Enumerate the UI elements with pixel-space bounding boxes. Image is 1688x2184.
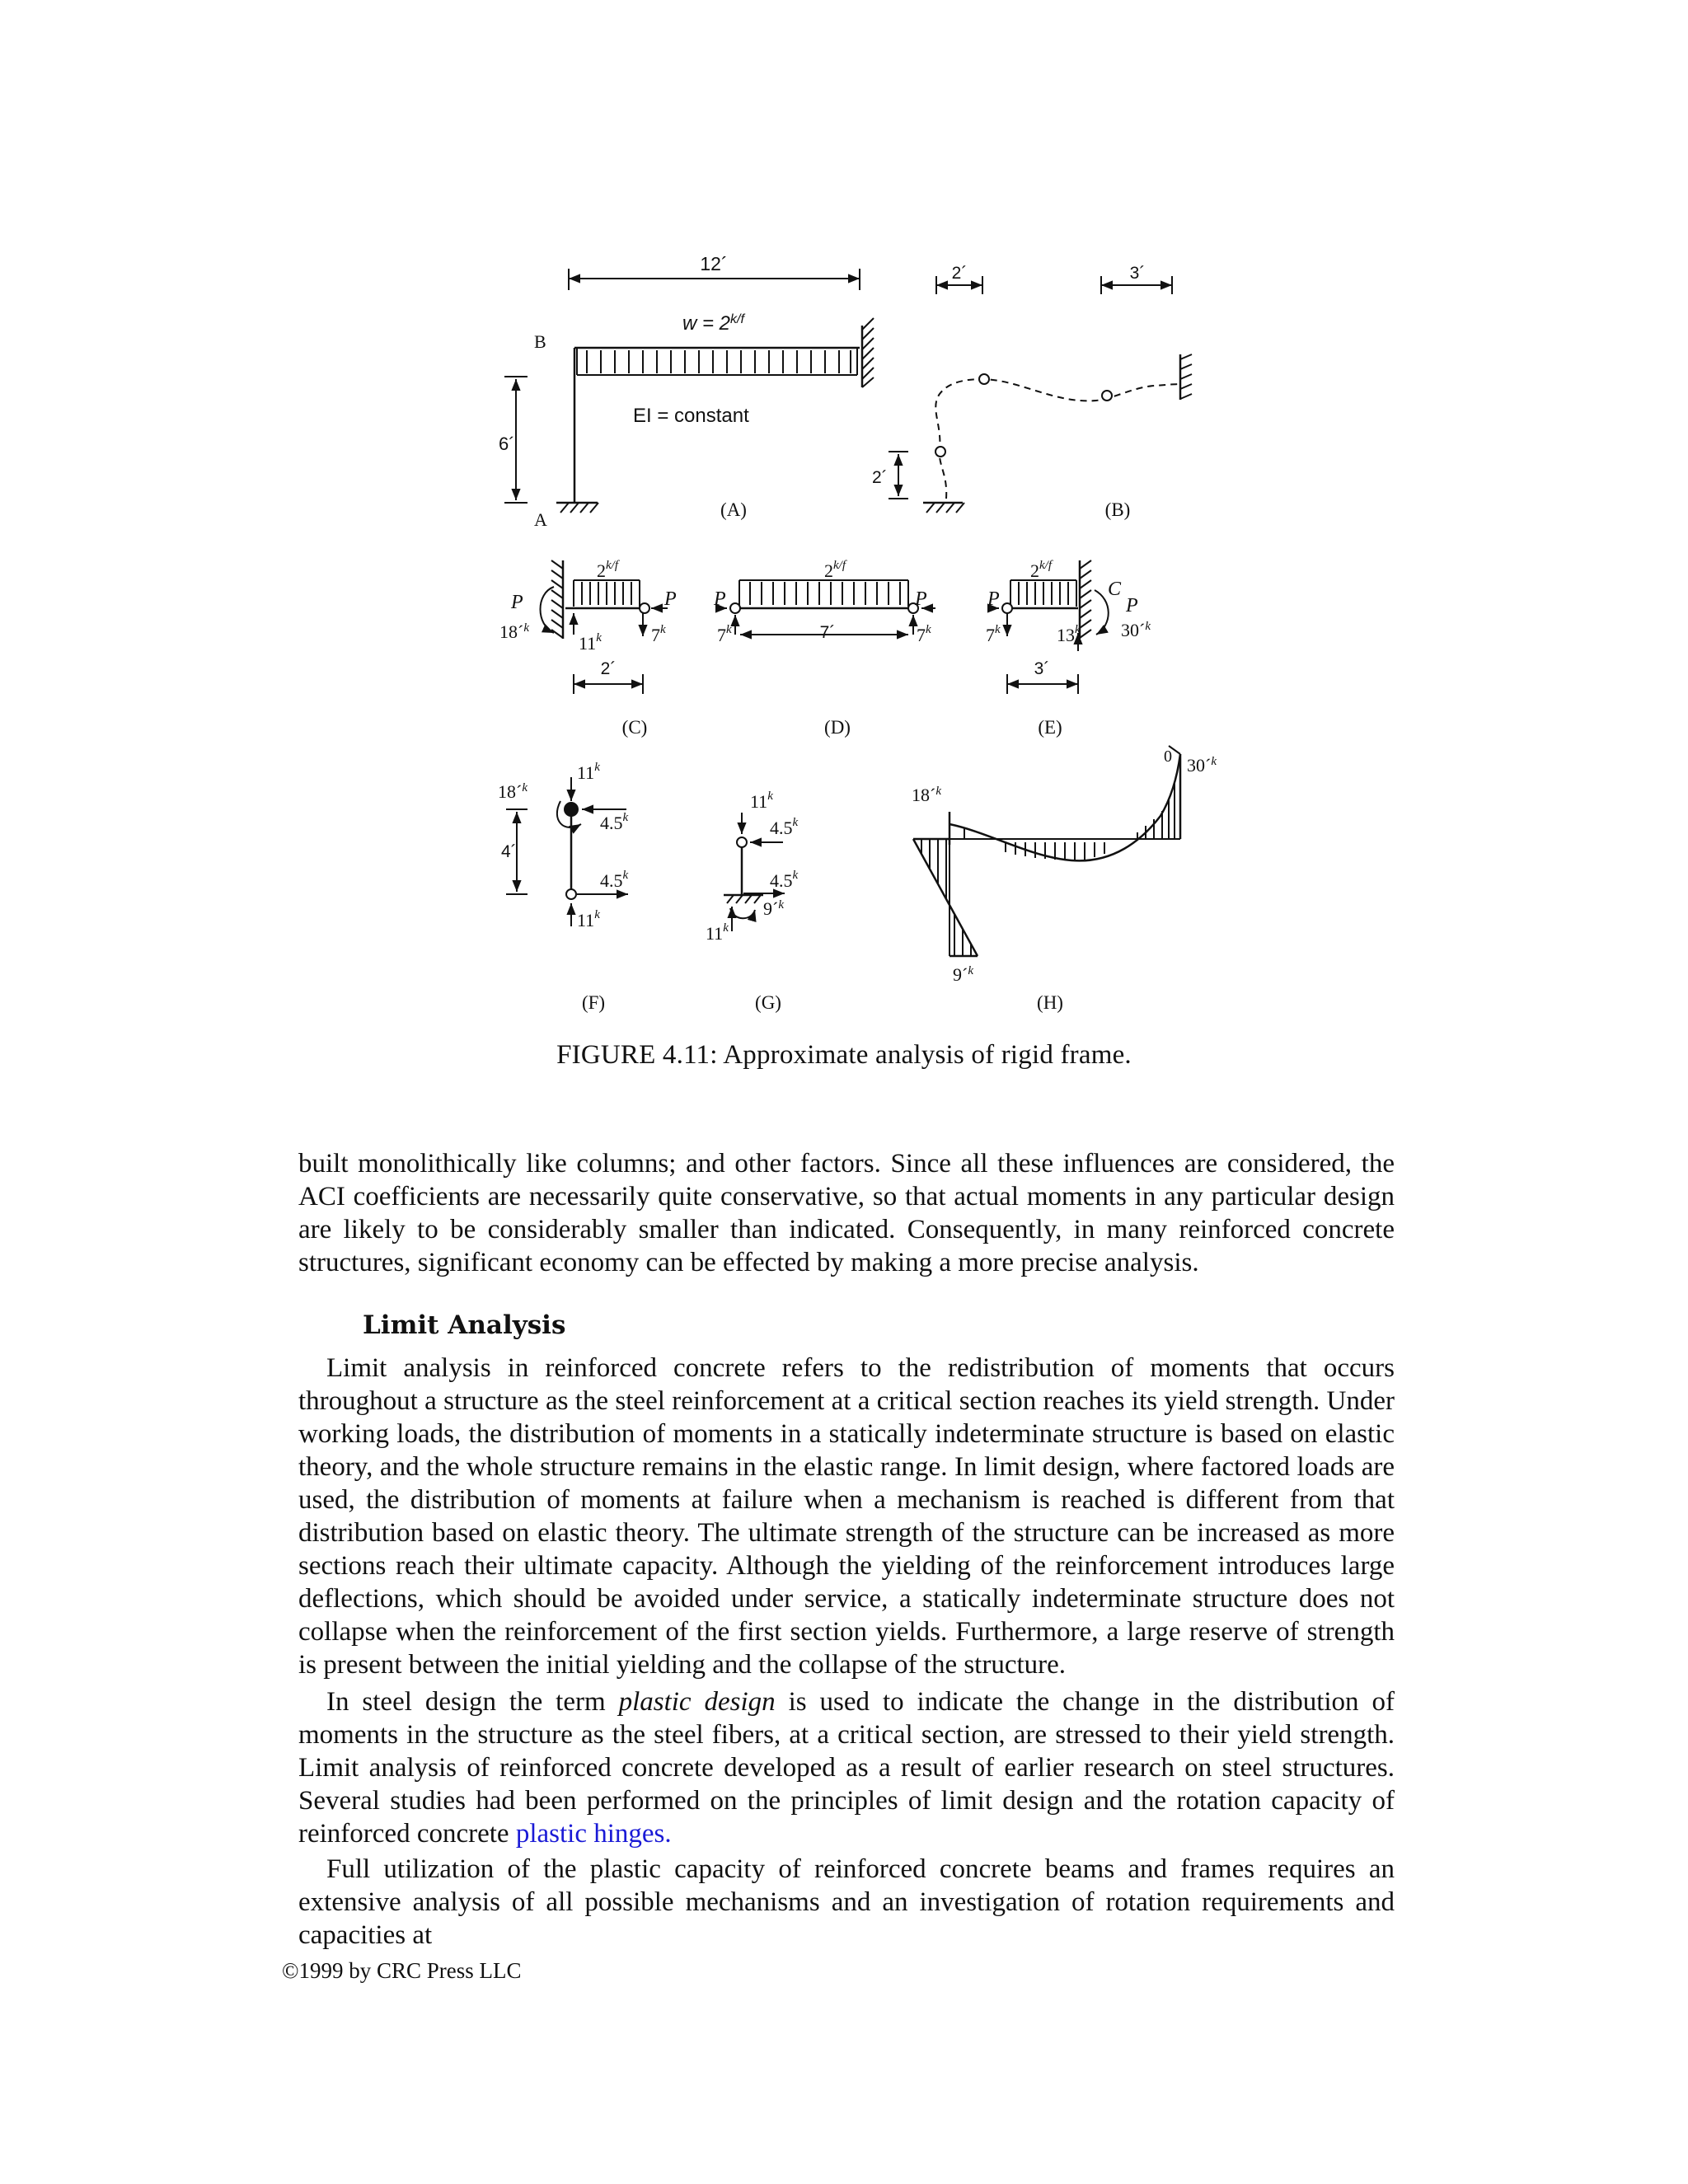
- moment-label-e: [1121, 620, 1151, 640]
- axial-bottom-f-unit: k: [594, 908, 600, 921]
- reaction-d2-unit: k: [926, 623, 931, 636]
- reaction-g: [706, 921, 729, 944]
- load-unit-a: k/f: [730, 312, 744, 326]
- reaction-d1: [717, 623, 732, 645]
- reaction-e1: [986, 623, 1001, 645]
- p-label-c2: P: [664, 588, 677, 610]
- reaction-e1-unit: k: [995, 623, 1001, 636]
- shear-top-f: [600, 811, 629, 833]
- p-label-c1: P: [511, 592, 523, 613]
- panel-label-g: (G): [755, 992, 781, 1013]
- shear-top-g: [770, 816, 799, 838]
- reaction-d2-value: 7: [917, 625, 926, 645]
- p-label-d1: P: [714, 588, 726, 610]
- shear-bottom-f: [600, 869, 629, 891]
- shear-bottom-f-value: 4.5: [600, 870, 623, 891]
- paragraph-3: [298, 1685, 1395, 1850]
- reaction-e2: [1057, 623, 1081, 645]
- axial-top-f-value: 11: [577, 762, 595, 783]
- panel-label-c: (C): [621, 717, 648, 738]
- panel-a: [504, 269, 874, 513]
- shear-top-g-value: 4.5: [770, 818, 793, 838]
- c-label-e: C: [1108, 579, 1122, 600]
- panel-label-h: (H): [1037, 992, 1063, 1013]
- copyright-footer: ©1999 by CRC Press LLC: [282, 1958, 522, 1983]
- moment-label-c: [499, 621, 529, 642]
- reaction-c1-value: 11: [579, 633, 597, 654]
- dim-f: 4´: [501, 842, 517, 861]
- dim-d: 7´: [819, 623, 836, 642]
- axial-top-g-value: 11: [750, 791, 768, 812]
- load-label-a: [682, 312, 745, 335]
- reaction-c1: [579, 631, 602, 654]
- axial-top-g: [750, 790, 773, 812]
- moment-label-f: [498, 781, 528, 802]
- shear-base-g-value: 4.5: [770, 870, 793, 891]
- moment-unit-g: k: [778, 898, 784, 912]
- load-unit-c: k/f: [606, 559, 618, 572]
- plastic-design-term: plastic design: [618, 1687, 776, 1717]
- shear-base-g: [770, 869, 799, 891]
- load-value-a: w = 2: [682, 312, 731, 335]
- load-label-e: [1030, 559, 1053, 581]
- reaction-c2-value: 7: [651, 625, 660, 645]
- axial-bottom-f-value: 11: [577, 910, 595, 930]
- moment-value-g: 9´: [763, 898, 779, 919]
- panel-label-b: (B): [1104, 499, 1131, 520]
- moment-right-h-unit: k: [1211, 755, 1217, 768]
- beam-hatching: [964, 783, 1175, 860]
- reaction-c1-unit: k: [596, 631, 602, 644]
- paragraph-4: Full utilization of the plastic capacity of reinforced concrete beams and frames requires an extensive analysis of all possible mechanisms and an investigation of rotation requirements and capacities at: [298, 1854, 1395, 1950]
- axial-top-g-unit: k: [767, 790, 773, 803]
- paragraph-2: Limit analysis in reinforced concrete refers to the redistribution of moments that occurs throughout a structure as the steel reinforcement at a critical section reaches its yield strength. Under working loads, the distribution of moments in a statically indeterminate structure is based on elastic theory, and the whole structure remains in the elastic range. In limit design, where factored loads are used, the distribution of moments at failure when a mechanism is reached is different from that distribution based on elastic theory. The ultimate strength of the structure can be increased as more sections reach their ultimate capacity. Although the yielding of the reinforcement introduces large deflections, which should be avoided under service, a statically indeterminate structure does not collapse when the reinforcement of the first section yields. Furthermore, a large reserve of strength is present between the initial yielding and the collapse of the structure.: [298, 1353, 1395, 1680]
- plastic-hinges-link[interactable]: plastic hinges.: [515, 1819, 672, 1849]
- moment-label-g: [763, 898, 784, 919]
- load-value-d: 2: [824, 560, 833, 581]
- panel-label-d: (D): [824, 717, 851, 738]
- shear-top-f-unit: k: [622, 811, 629, 824]
- panel-label-a: (A): [720, 499, 747, 520]
- figure-4-11: [0, 0, 1688, 1030]
- p-label-e1: P: [987, 588, 1000, 610]
- load-value-c: 2: [597, 560, 606, 581]
- moment-bottom-h: [953, 964, 973, 985]
- load-label-d: [824, 559, 847, 581]
- moment-unit-f: k: [522, 781, 528, 794]
- moment-value-c: 18´: [499, 621, 524, 642]
- shear-bottom-f-unit: k: [622, 869, 629, 882]
- load-unit-d: k/f: [833, 559, 846, 572]
- shear-base-g-unit: k: [792, 869, 799, 882]
- dim-e: 3´: [1034, 659, 1050, 678]
- paragraph-1: built monolithically like columns; and other factors. Since all these influences are considered, the ACI coefficients are necessarily quite conservative, so that actual moments in any particular design are likely to be considerably smaller than indicated. Consequently, in many reinforced concrete structures, significant economy can be effected by making a more precise analysis.: [298, 1149, 1395, 1277]
- moment-unit-e: k: [1145, 620, 1151, 633]
- dim-column-a: 6´: [499, 434, 515, 454]
- panel-h-moment-diagram: [913, 746, 1180, 956]
- reaction-d2: [917, 623, 931, 645]
- reaction-e2-unit: k: [1075, 623, 1081, 636]
- moment-bottom-h-value: 9´: [953, 964, 968, 985]
- moment-right-h-value: 30´: [1187, 755, 1212, 776]
- reaction-d1-unit: k: [726, 623, 732, 636]
- moment-value-f: 18´: [498, 781, 523, 802]
- moment-right-h: [1187, 755, 1217, 776]
- moment-left-h: [912, 785, 941, 805]
- label-a-node: A: [534, 509, 547, 530]
- reaction-c2: [651, 623, 666, 645]
- reaction-c2-unit: k: [660, 623, 666, 636]
- column-hatching: [921, 839, 971, 956]
- moment-bottom-h-unit: k: [968, 964, 973, 977]
- axial-top-f-unit: k: [594, 761, 600, 774]
- load-arrows-a: [587, 350, 851, 373]
- dim-hinge-top-b: 2´: [951, 264, 968, 283]
- reaction-g-unit: k: [723, 921, 729, 935]
- section-heading: Limit Analysis: [363, 1310, 566, 1340]
- paragraph-3-start: In steel design the term: [326, 1687, 619, 1717]
- load-value-e: 2: [1030, 560, 1039, 581]
- p-label-d2: P: [915, 588, 927, 610]
- load-label-c: [597, 559, 620, 581]
- p-label-e2: P: [1126, 595, 1138, 616]
- panel-b: [889, 276, 1192, 513]
- reaction-e2-value: 13: [1057, 625, 1075, 645]
- moment-value-e: 30´: [1121, 620, 1146, 640]
- reaction-e1-value: 7: [986, 625, 995, 645]
- shear-top-f-value: 4.5: [600, 813, 623, 833]
- panel-label-e: (E): [1038, 717, 1062, 738]
- panel-f: [506, 777, 628, 926]
- dim-hinge-beam-b: 3´: [1129, 264, 1146, 283]
- shear-top-g-unit: k: [792, 816, 799, 829]
- reaction-d1-value: 7: [717, 625, 726, 645]
- dim-hinge-col-b: 2´: [872, 468, 888, 487]
- load-unit-e: k/f: [1039, 559, 1052, 572]
- reaction-g-value: 11: [706, 923, 724, 944]
- moment-left-h-value: 18´: [912, 785, 936, 805]
- dim-c: 2´: [600, 659, 617, 678]
- axial-top-f: [577, 761, 600, 783]
- paragraph-3-body: is used to indicate the change in the distribution of moments in the structure as the steel fibers, at a critical section, are stressed to their yield strength. Limit analysis of reinforced concrete developed as a result of earlier research on steel structures. Several studies had been performed on the principles of limit design and the rotation capacity of reinforced concrete: [298, 1687, 1395, 1849]
- axial-bottom-f: [577, 908, 600, 930]
- zero-label-h: 0: [1164, 748, 1172, 766]
- label-b-node: B: [534, 331, 546, 352]
- figure-caption: FIGURE 4.11: Approximate analysis of rigid frame.: [556, 1040, 1132, 1070]
- dim-span-a: 12´: [700, 253, 728, 274]
- panel-label-f: (F): [581, 992, 606, 1013]
- moment-left-h-unit: k: [935, 785, 941, 798]
- moment-unit-c: k: [523, 621, 529, 635]
- stiffness-label: EI = constant: [633, 405, 749, 427]
